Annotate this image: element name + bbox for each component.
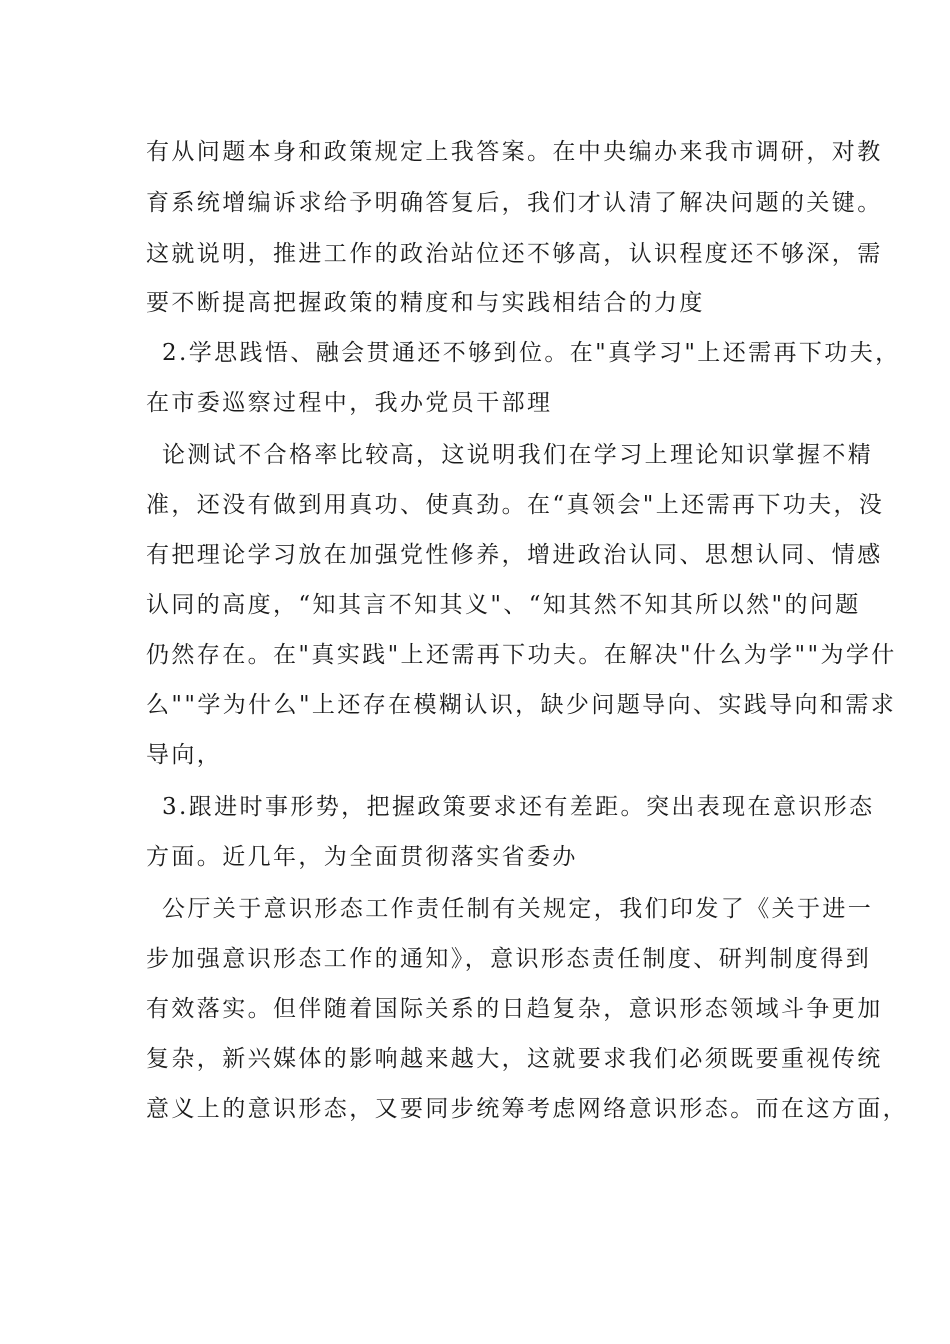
text-line: 在市委巡察过程中，我办党员干部理 <box>146 390 553 416</box>
text-line: 准，还没有做到用真功、使真劲。在“真领会"上还需再下功夫，没 <box>146 492 885 518</box>
text-line: 意义上的意识形态，又要同步统筹考虑网络意识形态。而在这方面， <box>146 1096 908 1122</box>
text-line: 方面。近几年，为全面贯彻落实省委办 <box>146 844 578 870</box>
paragraph-start: 公厅关于意识形态工作责任制有关规定，我们印发了《关于进一 <box>162 896 874 922</box>
text-line: 步加强意识形态工作的通知》，意识形态责任制度、研判制度得到 <box>146 946 872 972</box>
text-line: 么""学为什么"上还存在模糊认识，缺少问题导向、实践导向和需求 <box>146 692 897 718</box>
text-line: 认同的高度，“知其言不知其义"、“知其然不知其所以然"的问题 <box>146 592 861 618</box>
text-line: 这就说明，推进工作的政治站位还不够高，认识程度还不够深，需 <box>146 241 883 267</box>
text-line: 育系统增编诉求给予明确答复后，我们才认清了解决问题的关键。 <box>146 190 883 216</box>
text-line: 有从问题本身和政策规定上我答案。在中央编办来我市调研，对教 <box>146 139 883 165</box>
paragraph-start: 论测试不合格率比较高，这说明我们在学习上理论知识掌握不精 <box>162 442 874 468</box>
numbered-paragraph-start: 2.学思践悟、融会贯通还不够到位。在"真学习"上还需再下功夫， <box>162 340 901 366</box>
text-line: 仍然存在。在"真实践"上还需再下功夫。在解决"什么为学""为学什 <box>146 642 897 668</box>
numbered-paragraph-start: 3.跟进时事形势，把握政策要求还有差距。突出表现在意识形态 <box>162 794 875 820</box>
text-line: 要不断提高把握政策的精度和与实践相结合的力度 <box>146 290 705 316</box>
text-line: 导向， <box>146 742 223 768</box>
text-line: 有效落实。但伴随着国际关系的日趋复杂，意识形态领域斗争更加 <box>146 996 883 1022</box>
text-line: 复杂，新兴媒体的影响越来越大，这就要求我们必须既要重视传统 <box>146 1046 883 1072</box>
text-line: 有把理论学习放在加强党性修养，增进政治认同、思想认同、情感 <box>146 542 883 568</box>
